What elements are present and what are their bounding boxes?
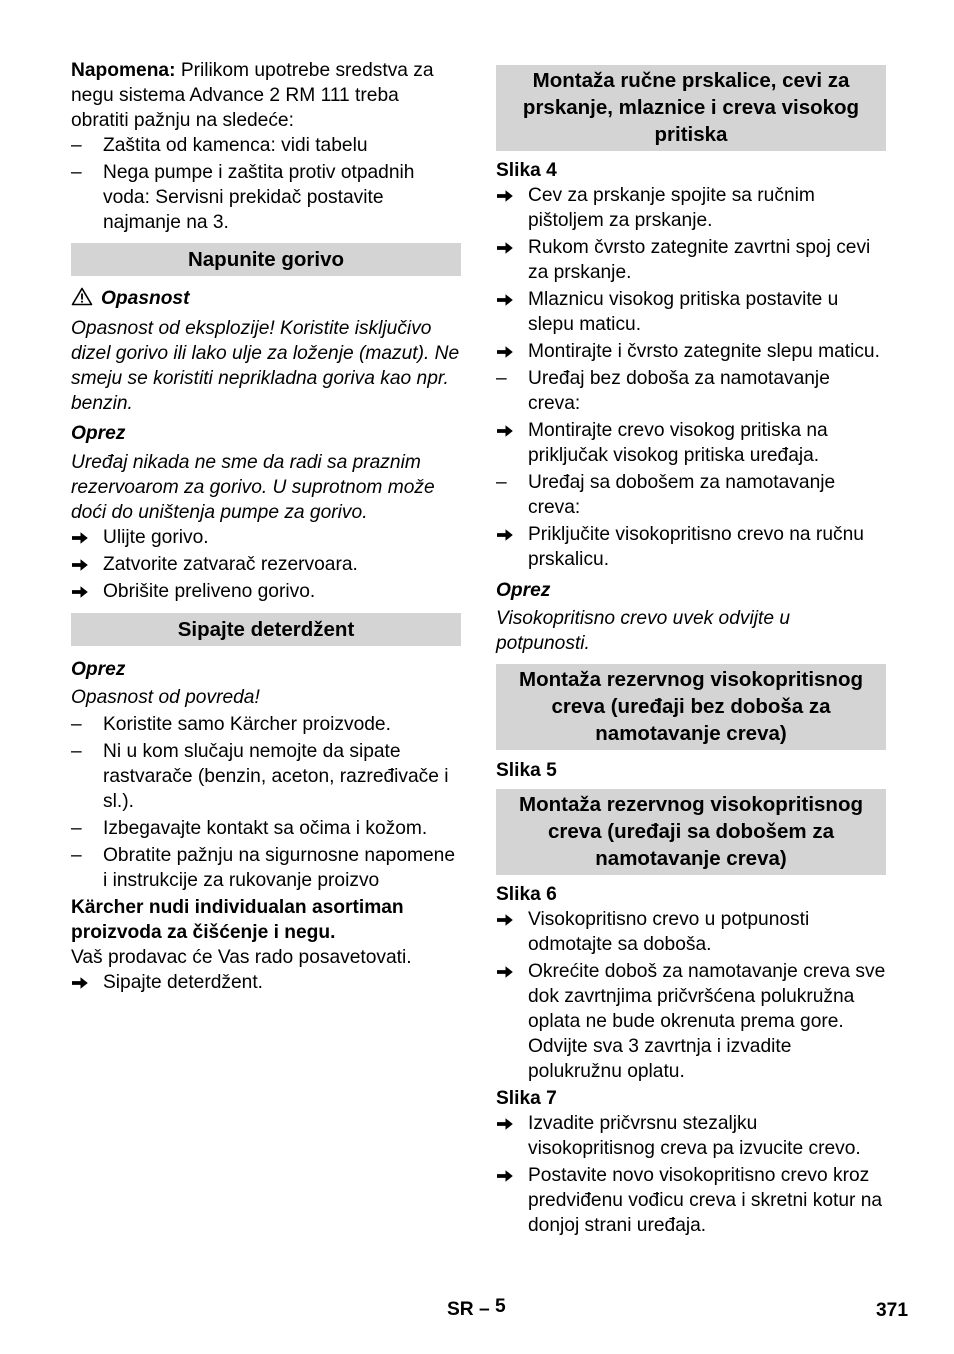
- arrow-icon: [496, 522, 516, 542]
- arrow-icon: [496, 418, 516, 438]
- footer-section: [447, 1297, 506, 1322]
- dash-marker: –: [71, 845, 82, 866]
- footer-lang: SR: [447, 1299, 474, 1320]
- list-item: [496, 339, 886, 364]
- heading-fuel: Napunite gorivo: [71, 243, 461, 276]
- right-column: [496, 58, 886, 1238]
- list-item: [71, 970, 461, 995]
- dash-marker: –: [496, 472, 507, 493]
- step-4-3: Mlaznicu visokog pritiska postavite u slepu maticu.: [528, 289, 839, 335]
- arrow-icon: [496, 183, 516, 203]
- fuel-step-2: Zatvorite zatvarač rezervoara.: [103, 554, 358, 575]
- step-4-5: Uređaj bez doboša za namotavanje creva:: [528, 368, 830, 414]
- left-column: [71, 58, 461, 995]
- arrow-icon: [496, 1111, 516, 1131]
- heading-spare-hose-reel: Montaža rezervnog visokopritisnog creva (uređaji sa dobošem za namotavanje creva): [496, 789, 886, 875]
- det-step: Sipajte deterdžent.: [103, 972, 264, 993]
- list-item: [71, 525, 461, 550]
- step-4-4: Montirajte i čvrsto zategnite slepu maticu.: [528, 341, 880, 362]
- step-7-1: Izvadite pričvrsnu stezaljku visokopritisnog creva pa izvucite crevo.: [528, 1113, 861, 1159]
- arrow-icon: [496, 959, 516, 979]
- list-item: [496, 470, 886, 520]
- list-item: [496, 287, 886, 337]
- arrow-icon: [71, 525, 91, 545]
- dash-marker: –: [71, 162, 82, 183]
- note-paragraph: [71, 58, 461, 133]
- danger-label: Opasnost: [101, 288, 190, 309]
- list-item: [71, 160, 461, 235]
- list-item: [496, 418, 886, 468]
- page-number: 371: [876, 1300, 909, 1321]
- caution-text: Opasnost od povreda!: [71, 687, 260, 708]
- list-item: [71, 133, 461, 158]
- note-text: Prilikom upotrebe sredstva za negu sistema Advance 2 RM 111 treba obratiti pažnju na sledeće:: [71, 60, 434, 131]
- footer-section-page: 5: [495, 1296, 506, 1317]
- note-item-1: Zaštita od kamenca: vidi tabelu: [103, 135, 368, 156]
- figure-label: Slika 5: [496, 760, 557, 781]
- arrow-icon: [71, 552, 91, 572]
- caution-text: Visokopritisno crevo uvek odvijte u potpunosti.: [496, 608, 791, 654]
- step-4-8: Priključite visokopritisno crevo na ručnu prskalicu.: [528, 524, 864, 570]
- dash-marker: –: [71, 135, 82, 156]
- caution-heading: Oprez: [496, 580, 551, 601]
- list-item: [71, 552, 461, 577]
- dealer-text: Vaš prodavac će Vas rado posavetovati.: [71, 947, 412, 968]
- caution-heading: Oprez: [71, 659, 126, 680]
- step-6-1: Visokopritisno crevo u potpunosti odmotajte sa doboša.: [528, 909, 810, 955]
- caution-text: Uređaj nikada ne sme da radi sa praznim rezervoarom za gorivo. U suprotnom može doći do uništenja pumpe za gorivo.: [71, 452, 435, 523]
- caution-heading: Oprez: [71, 423, 126, 444]
- danger-heading: [71, 286, 461, 311]
- step-4-7: Uređaj sa dobošem za namotavanje creva:: [528, 472, 836, 518]
- figure-label: Slika 6: [496, 884, 557, 905]
- list-item: [71, 816, 461, 841]
- det-item-1: Koristite samo Kärcher proizvode.: [103, 714, 391, 735]
- arrow-icon: [496, 907, 516, 927]
- list-item: [496, 959, 886, 1084]
- det-item-4: Obratite pažnju na sigurnosne napomene i instrukcije za rukovanje proizvo: [103, 845, 456, 891]
- heading-spare-hose-no-reel: Montaža rezervnog visokopritisnog creva (uređaji bez doboša za namotavanje creva): [496, 664, 886, 750]
- footer-dash: –: [479, 1299, 490, 1320]
- det-item-3: Izbegavajte kontakt sa očima i kožom.: [103, 818, 428, 839]
- dash-marker: –: [496, 368, 507, 389]
- heading-mount: Montaža ručne prskalice, cevi za prskanje, mlaznice i creva visokog pritiska: [496, 65, 886, 151]
- list-item: [496, 183, 886, 233]
- note-label: Napomena:: [71, 60, 176, 81]
- arrow-icon: [71, 579, 91, 599]
- list-item: [71, 739, 461, 814]
- list-item: [496, 522, 886, 572]
- step-4-2: Rukom čvrsto zategnite zavrtni spoj cevi za prskanje.: [528, 237, 871, 283]
- list-item: [71, 712, 461, 737]
- list-item: [496, 235, 886, 285]
- list-item: [496, 1111, 886, 1161]
- figure-label: Slika 4: [496, 160, 557, 181]
- dash-marker: –: [71, 714, 82, 735]
- fuel-step-3: Obrišite preliveno gorivo.: [103, 581, 316, 602]
- list-item: [496, 366, 886, 416]
- dash-marker: –: [71, 818, 82, 839]
- heading-detergent: Sipajte deterdžent: [71, 613, 461, 646]
- arrow-icon: [496, 287, 516, 307]
- det-item-2: Ni u kom slučaju nemojte da sipate rastvarače (benzin, aceton, razređivače i sl.).: [103, 741, 449, 812]
- arrow-icon: [496, 1163, 516, 1183]
- list-item: [71, 843, 461, 893]
- danger-text: Opasnost od eksplozije! Koristite isključivo dizel gorivo ili lako ulje za loženje (mazut). Ne smeju se koristiti neprikladna goriva kao npr. benzin.: [71, 318, 460, 414]
- arrow-icon: [496, 339, 516, 359]
- arrow-icon: [496, 235, 516, 255]
- arrow-icon: [71, 970, 91, 990]
- step-7-2: Postavite novo visokopritisno crevo kroz predviđenu vođicu creva i skretni kotur na donjoj strani uređaja.: [528, 1165, 883, 1236]
- note-item-2: Nega pumpe i zaštita protiv otpadnih voda: Servisni prekidač postavite najmanje na 3.: [103, 162, 415, 233]
- step-6-2: Okrećite doboš za namotavanje creva sve dok zavrtnjima pričvršćena polukružna oplata ne bude okrenuta prema gore. Odvijte sva 3 zavrtnja i izvadite polukružnu oplatu.: [528, 961, 886, 1082]
- steps-figure-4: [496, 183, 886, 572]
- list-item: [496, 1163, 886, 1238]
- figure-label: Slika 7: [496, 1088, 557, 1109]
- list-item: [496, 907, 886, 957]
- karcher-note: Kärcher nudi individualan asortiman proizvoda za čišćenje i negu.: [71, 897, 404, 943]
- step-4-6: Montirajte crevo visokog pritiska na priključak visokog pritiska uređaja.: [528, 420, 828, 466]
- fuel-step-1: Ulijte gorivo.: [103, 527, 209, 548]
- warning-icon: [71, 287, 93, 306]
- list-item: [71, 579, 461, 604]
- step-4-1: Cev za prskanje spojite sa ručnim pištoljem za prskanje.: [528, 185, 815, 231]
- dash-marker: –: [71, 741, 82, 762]
